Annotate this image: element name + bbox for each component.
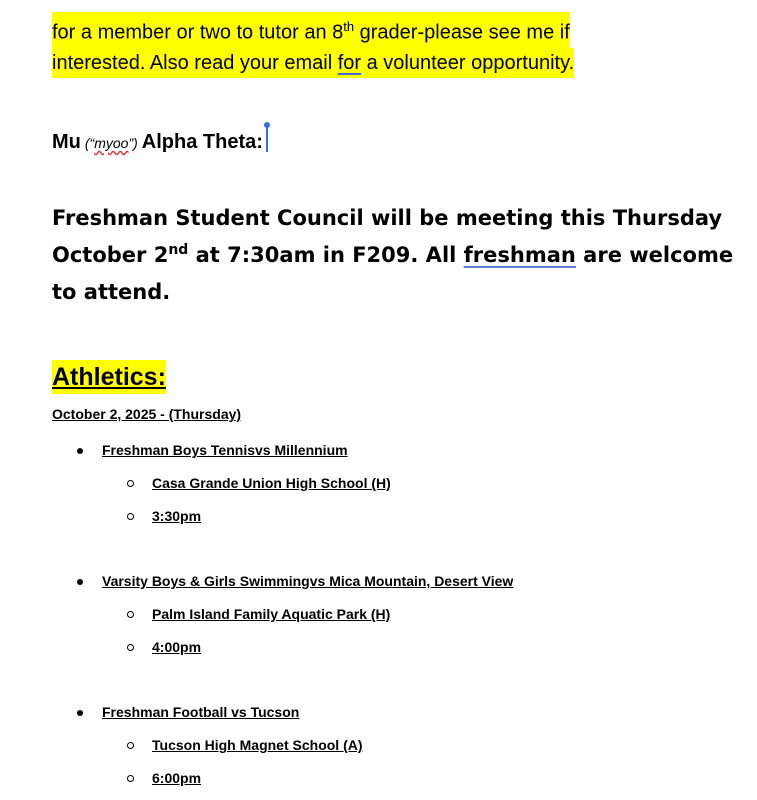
text-cursor[interactable] [266,126,268,152]
event-name: Freshman Football vs Tucson [102,704,300,720]
pronunciation [85,135,138,151]
event-name: Freshman Boys Tennisvs Millennium [102,442,348,458]
intro-text: grader-please see me if [354,21,570,44]
bullet-icon [77,710,83,716]
intro-line-1 [52,12,570,48]
intro-text: for a member or two to tutor an 8 [52,21,344,44]
council-text: at 7:30am in F209. All [188,243,464,267]
event-time: 3:30pm [152,508,202,524]
student-council-paragraph [52,200,734,311]
superscript: th [343,19,355,34]
grammar-flagged-word[interactable]: for [337,51,362,74]
circle-bullet-icon [127,742,134,749]
event-location: Palm Island Family Aquatic Park (H) [152,606,391,622]
circle-bullet-icon [127,644,134,651]
circle-bullet-icon [127,480,134,487]
council-text: are welcome [575,243,734,267]
mu-label: Mu [52,131,81,153]
event-location: Casa Grande Union High School (H) [152,475,391,491]
event-name: Varsity Boys & Girls Swimmingvs Mica Mountain, Desert View [102,573,514,589]
council-line-1: Freshman Student Council will be meeting this Thursday [52,206,723,230]
circle-bullet-icon [127,611,134,618]
circle-bullet-icon [127,775,134,782]
bullet-icon [77,579,83,585]
mu-alpha-theta-heading [52,122,268,154]
bullet-icon [77,448,83,454]
pron-close: ”) [128,135,138,151]
council-text: October 2 [52,243,169,267]
mu-rest-label: Alpha Theta: [141,131,263,153]
event-time: 4:00pm [152,639,202,655]
athletics-date: October 2, 2025 - (Thursday) [52,406,242,422]
circle-bullet-icon [127,513,134,520]
intro-line-2 [52,48,574,78]
council-line-2 [52,237,734,274]
athletics-heading: Athletics: [52,360,166,394]
grammar-flagged-word[interactable]: freshman [463,243,576,267]
event-time: 6:00pm [152,770,202,786]
intro-paragraph [52,12,574,78]
event-location: Tucson High Magnet School (A) [152,737,363,753]
spellcheck-flagged-word[interactable]: myoo [94,135,129,151]
superscript: nd [168,242,189,258]
intro-text: a volunteer opportunity. [361,51,575,74]
intro-text: interested. Also read your email [52,51,338,74]
pron-open: (“ [84,135,95,151]
council-line-3: to attend. [52,280,171,304]
